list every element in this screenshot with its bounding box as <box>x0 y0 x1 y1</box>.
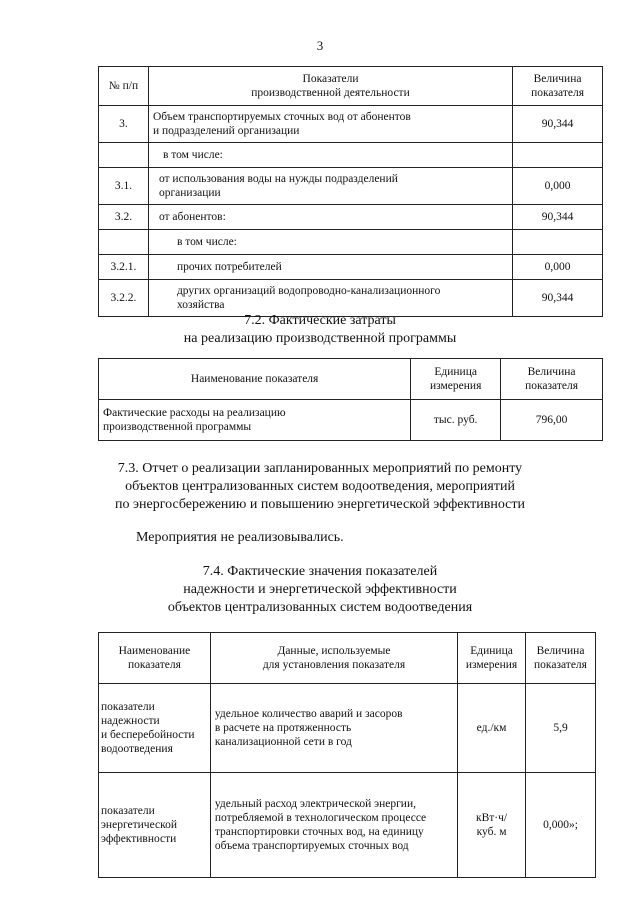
col-header-value: Величина показателя <box>513 67 603 106</box>
indicator-data: удельное количество аварий и засоров в расчете на протяженность канализационной сети в год <box>210 684 457 773</box>
table-header-row <box>99 67 603 106</box>
row-label: прочих потребителей <box>148 255 512 280</box>
indicator-data: удельный расход электрической энергии, потребляемой в технологическом процессе транспортировки сточных вод, на единицу объема транспортируемых сточных вод <box>210 773 457 878</box>
row-value: 90,344 <box>513 280 603 317</box>
indicator-name: показатели надежности и бесперебойности водоотведения <box>99 684 211 773</box>
row-label: от абонентов: <box>148 205 512 230</box>
row-number <box>99 230 149 255</box>
row-label: других организаций водопроводно-канализационного хозяйства <box>148 280 512 317</box>
section-7-4-line3: объектов централизованных систем водоотведения <box>167 600 473 615</box>
table-row <box>99 773 596 878</box>
row-value: 0,000 <box>513 255 603 280</box>
row-label: Объем транспортируемых сточных вод от абонентов и подразделений организации <box>148 106 512 143</box>
row-value: 0,000 <box>513 168 603 205</box>
col-header-number: № п/п <box>99 67 149 106</box>
table-row <box>99 255 603 280</box>
row-value: 90,344 <box>513 106 603 143</box>
section-7-3-line2: объектов централизованных систем водоотведения, мероприятий <box>125 479 515 494</box>
col-header-value: Величина показателя <box>501 359 603 400</box>
row-number: 3. <box>99 106 149 143</box>
row-number <box>99 143 149 168</box>
table-header-row <box>99 359 603 400</box>
row-value <box>513 230 603 255</box>
section-7-4-line2: надежности и энергетической эффективности <box>183 582 457 597</box>
indicator-unit: ед./км <box>458 684 526 773</box>
section-7-4-line1: 7.4. Фактические значения показателей <box>202 564 438 579</box>
page-number: 3 <box>316 38 324 53</box>
actual-costs-table <box>98 358 603 441</box>
row-label: Фактические расходы на реализацию производственной программы <box>99 400 411 441</box>
section-7-2-title: 7.2. Фактические затраты <box>244 313 396 328</box>
production-indicators-table <box>98 66 603 317</box>
col-header-name: Наименование показателя <box>99 359 411 400</box>
reliability-indicators-table <box>98 632 596 878</box>
col-header-name: Наименование показателя <box>99 633 211 684</box>
table-row <box>99 106 603 143</box>
row-value <box>513 143 603 168</box>
col-header-data: Данные, используемые для установления показателя <box>210 633 457 684</box>
table-row <box>99 205 603 230</box>
indicator-value: 5,9 <box>526 684 596 773</box>
row-value: 90,344 <box>513 205 603 230</box>
section-7-3-line1: 7.3. Отчет о реализации запланированных мероприятий по ремонту <box>117 461 523 476</box>
table-row <box>99 143 603 168</box>
row-label: в том числе: <box>148 230 512 255</box>
row-unit: тыс. руб. <box>411 400 501 441</box>
table-row <box>99 684 596 773</box>
indicator-name: показатели энергетической эффективности <box>99 773 211 878</box>
col-header-value: Величина показателя <box>526 633 596 684</box>
section-7-3-line3: по энергосбережению и повышению энергетической эффективности <box>115 497 525 512</box>
indicator-unit: кВт·ч/ куб. м <box>458 773 526 878</box>
col-header-indicators: Показатели производственной деятельности <box>148 67 512 106</box>
row-label: в том числе: <box>148 143 512 168</box>
section-7-3-note: Мероприятия не реализовывались. <box>136 530 344 545</box>
row-label: от использования воды на нужды подразделений организации <box>148 168 512 205</box>
indicator-value: 0,000»; <box>526 773 596 878</box>
row-number: 3.2.1. <box>99 255 149 280</box>
section-7-2-subtitle: на реализацию производственной программы <box>183 331 457 346</box>
table-row <box>99 400 603 441</box>
row-number: 3.2. <box>99 205 149 230</box>
table-row <box>99 168 603 205</box>
row-number: 3.2.2. <box>99 280 149 317</box>
col-header-unit: Единица измерения <box>458 633 526 684</box>
table-row <box>99 230 603 255</box>
row-value: 796,00 <box>501 400 603 441</box>
row-number: 3.1. <box>99 168 149 205</box>
table-header-row <box>99 633 596 684</box>
table-row <box>99 280 603 317</box>
col-header-unit: Единица измерения <box>411 359 501 400</box>
